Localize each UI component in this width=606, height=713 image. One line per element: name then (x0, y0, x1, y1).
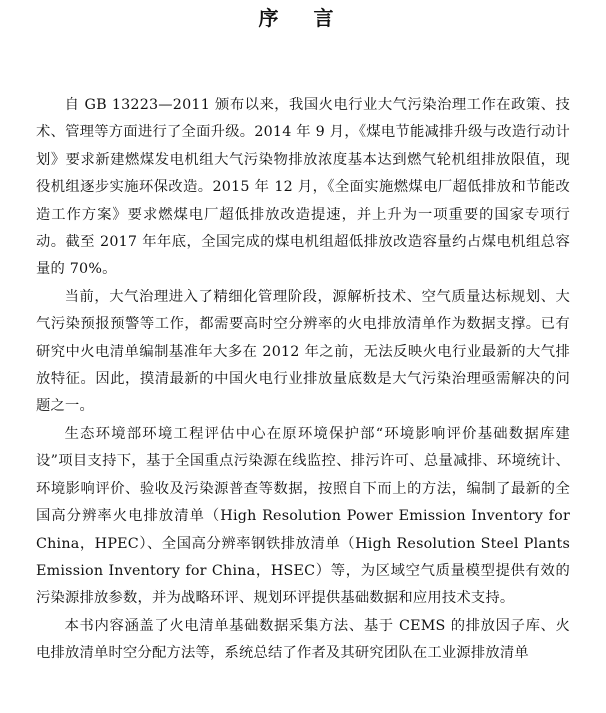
paragraph-1: 自 GB 13223—2011 颁布以来，我国火电行业大气污染治理工作在政策、技术、管理等方面进行了全面升级。2014 年 9 月，《煤电节能减排升级与改造行动计划》要求新建燃煤发电机组大气污染物排放浓度基本达到燃气轮机组排放限值，现役机组逐步实施环保改造。2015 年 12 月，《全面实施燃煤电厂超低排放和节能改造工作方案》要求燃煤电厂超低排放改造提速，并上升为一项重要的国家专项行动。截至 2017 年年底，全国完成的煤电机组超低排放改造容量约占煤电机组总容量的 70%。 (36, 97, 570, 278)
paragraph-3: 生态环境部环境工程评估中心在原环境保护部“环境影响评价基础数据库建设”项目支持下，基于全国重点污染源在线监控、排污许可、总量减排、环境统计、环境影响评价、验收及污染源普查等数据，按照自下而上的方法，编制了最新的全国高分辨率火电排放清单（High Resolution Power Emission Inventory for China，HPEC）、全国高分辨率钢铁排放清单（High Resolution Steel Plants Emission Inventory for China，HSEC）等，为区域空气质量模型提供有效的污染源排放参数，并为战略环评、规划环评提供基础数据和应用技术支持。 (36, 425, 570, 607)
paragraph-4: 本书内容涵盖了火电清单基础数据采集方法、基于 CEMS 的排放因子库、火电排放清单时空分配方法等，系统总结了作者及其研究团队在工业源排放清单 (36, 617, 570, 662)
body-text (36, 92, 570, 668)
paragraph-2: 当前，大气治理进入了精细化管理阶段，源解析技术、空气质量达标规划、大气污染预报预警等工作，都需要高时空分辨率的火电排放清单作为数据支撑。已有研究中火电清单编制基准年大多在 2012 年之前，无法反映火电行业最新的大气排放特征。因此，摸清最新的中国火电行业排放量底数是大气污染治理亟需解决的问题之一。 (36, 288, 570, 415)
page-title: 序 言 (258, 6, 348, 30)
